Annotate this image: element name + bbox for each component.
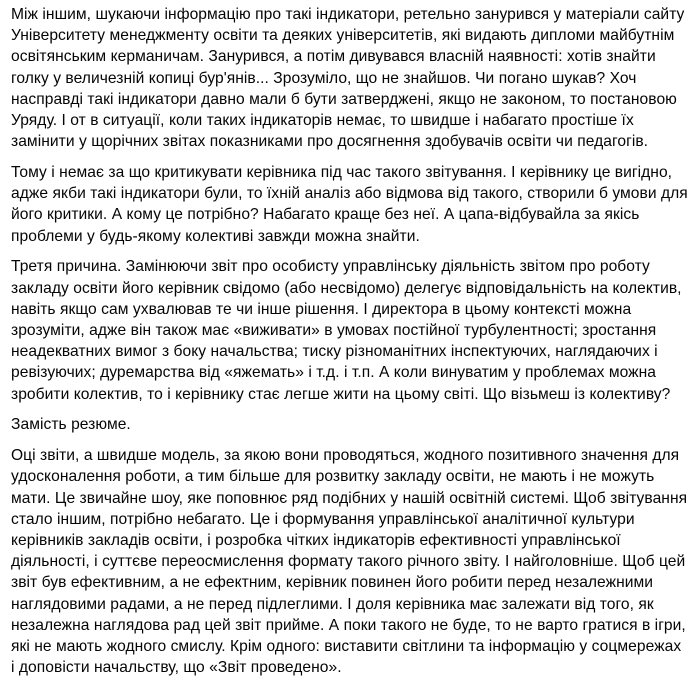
paragraph-line: удосконалення роботи, а тим більше для розвитку закладу освіти, не мають і не можуть — [11, 468, 655, 486]
paragraph-line: діяльності, і суттєве переосмислення формату такого річного звіту. І найголовніше. Щоб цей — [11, 553, 686, 571]
paragraph-line: Між іншим, шукаючи інформацію про такі індикатори, ретельно занурився у матеріали сайту — [11, 6, 685, 23]
paragraph-line: мати. Це звичайне шоу, яке поповнює ряд подібних у нашій освітній системі. Щоб звітування — [11, 489, 688, 507]
paragraph-line: і доповісти начальству, що «Звіт проведено». — [11, 659, 342, 677]
paragraph-line: голку у величезній копиці бур'янів... Зрозуміло, що не знайшов. Чи погано шукав? Хоч — [11, 69, 637, 87]
post-paragraph — [11, 4, 684, 152]
paragraph-line: адже якби такі індикатори були, то їхній аналіз або відмова від такого, створили б умови для — [11, 185, 688, 203]
post-paragraph — [11, 445, 688, 678]
post-paragraph — [11, 256, 684, 404]
paragraph-line: Уряду. І от в ситуації, коли таких індикаторів немає, то швидше і набагато простіше їх — [11, 112, 634, 130]
paragraph-line: керівників закладів освіти, і розробка чітких індикаторів ефективності управлінської — [11, 532, 621, 550]
paragraph-line: насправді такі індикатори давно мали б бути затверджені, якщо не законом, то постановою — [11, 90, 677, 108]
paragraph-line: неадекватних вимог з боку начальства; тиску різноманітних інспектуючих, наглядаючих і — [11, 343, 658, 361]
paragraph-line: наглядовими радами, а не перед підлеглими. І доля керівника має залежати від того, як — [11, 595, 654, 613]
paragraph-line: зрозуміти, адже він також має «виживати» в умовах постійної турбулентності; зростання — [11, 322, 657, 340]
paragraph-line: замінити у щорічних звітах показниками про досягнення здобувачів освіти чи педагогів. — [11, 133, 649, 151]
paragraph-line: Замість резюме. — [11, 416, 131, 434]
paragraph-line: стало іншим, потрібно небагато. Це і формування управлінської аналітичної культури — [11, 510, 635, 528]
paragraph-line: Оці звіти, а швидше модель, за якою вони проводяться, жодного позитивного значення для — [11, 447, 680, 465]
paragraph-line: зробити колектив, то і керівнику стає легше жити на цьому світі. Що візьмеш із колективу? — [11, 385, 671, 403]
paragraph-line: проблеми у будь-якому колективі завжди можна знайти. — [11, 227, 420, 245]
paragraph-line: які не мають жодного смислу. Крім одного: виставити світлини та інформацію у соцмережах — [11, 638, 682, 656]
paragraph-line: Третя причина. Замінюючи звіт про особисту управлінську діяльність звітом про роботу — [11, 258, 650, 276]
paragraph-line: незалежна наглядова рад цей звіт прийме. А поки такого не буде, то не варто гратися в ігри, — [11, 616, 686, 634]
paragraph-line: звіт був ефективним, а не ефектним, керівник повинен його робити перед незалежними — [11, 574, 654, 592]
post-paragraph — [11, 162, 688, 247]
paragraph-line: закладу освіти його керівник свідомо (або несвідомо) делегує відповідальність на колектив, — [11, 279, 682, 297]
paragraph-line: його критики. А кому це потрібно? Набагато краще без неї. А цапа-відбувайла за якісь — [11, 206, 640, 224]
post-paragraph — [11, 414, 684, 435]
paragraph-line: Тому і немає за що критикувати керівника під час такого звітування. І керівнику це вигідно, — [11, 164, 673, 182]
paragraph-line: освітянським керманичам. Занурився, а потім дивувався власній наявності: хотів знайти — [11, 48, 656, 66]
paragraph-line: навіть якщо сам ухвалював те чи інше рішення. І директора в цьому контексті можна — [11, 300, 632, 318]
paragraph-line: Університету менеджменту освіти та деяких університетів, які видають дипломи майбутнім — [11, 27, 675, 45]
paragraph-line: ревізуючих; дуремарства від «яжемать» і т.д. і т.п. А коли винуватим у проблемах можна — [11, 364, 657, 382]
